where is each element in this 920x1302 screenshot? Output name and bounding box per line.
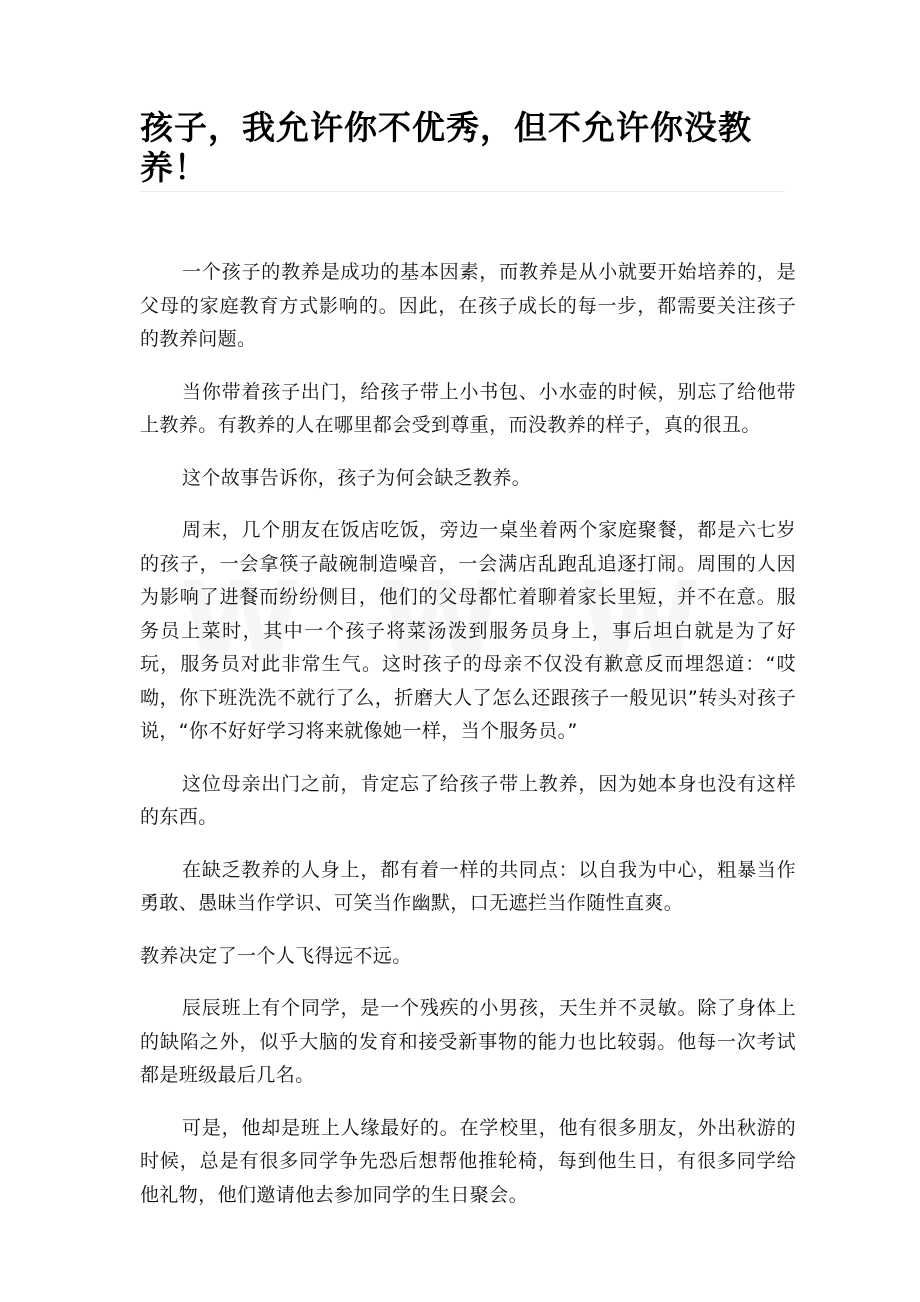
paragraph: 周末，几个朋友在饭店吃饭，旁边一桌坐着两个家庭聚餐，都是六七岁的孩子，一会拿筷子敲碗制造噪音，一会满店乱跑乱追逐打闹。周围的人因为影响了进餐而纷纷侧目，他们的父母都忙着聊着家长里短，并不在意。服务员上菜时，其中一个孩子将菜汤泼到服务员身上，事后坦白就是为了好玩，服务员对此非常生气。这时孩子的母亲不仅没有歉意反而埋怨道：“哎呦，你下班洗洗不就行了么，折磨大人了怎么还跟孩子一般见识”转头对孩子说，“你不好好学习将来就像她一样，当个服务员。” — [140, 519, 796, 742]
paragraph: 辰辰班上有个同学，是一个残疾的小男孩，天生并不灵敏。除了身体上的缺陷之外，似乎大脑的发育和接受新事物的能力也比较弱。他每一次考试都是班级最后几名。 — [140, 997, 796, 1086]
title-divider — [140, 191, 785, 192]
paragraph: 这个故事告诉你，孩子为何会缺乏教养。 — [182, 466, 532, 489]
paragraph: 教养决定了一个人飞得远不远。 — [140, 944, 412, 967]
document-title: 孩子，我允许你不优秀，但不允许你没教养！ — [140, 108, 752, 187]
paragraph: 在缺乏教养的人身上，都有着一样的共同点：以自我为中心，粗暴当作勇敢、愚昧当作学识、可笑当作幽默，口无遮拦当作随性直爽。 — [140, 858, 796, 914]
paragraph: 当你带着孩子出门，给孩子带上小书包、小水壶的时候，别忘了给他带上教养。有教养的人在哪里都会受到尊重，而没教养的样子，真的很丑。 — [140, 380, 796, 436]
paragraph: 可是，他却是班上人缘最好的。在学校里，他有很多朋友，外出秋游的时候，总是有很多同学争先恐后想帮他推轮椅，每到他生日，有很多同学给他礼物，他们邀请他去参加同学的生日聚会。 — [140, 1116, 796, 1206]
paragraph: 一个孩子的教养是成功的基本因素，而教养是从小就要开始培养的，是父母的家庭教育方式影响的。因此，在孩子成长的每一步，都需要关注孩子的教养问题。 — [140, 261, 796, 350]
paragraph: 这位母亲出门之前，肯定忘了给孩子带上教养，因为她本身也没有这样的东西。 — [140, 772, 796, 828]
document-body — [140, 256, 796, 1231]
document-page — [140, 0, 796, 1302]
